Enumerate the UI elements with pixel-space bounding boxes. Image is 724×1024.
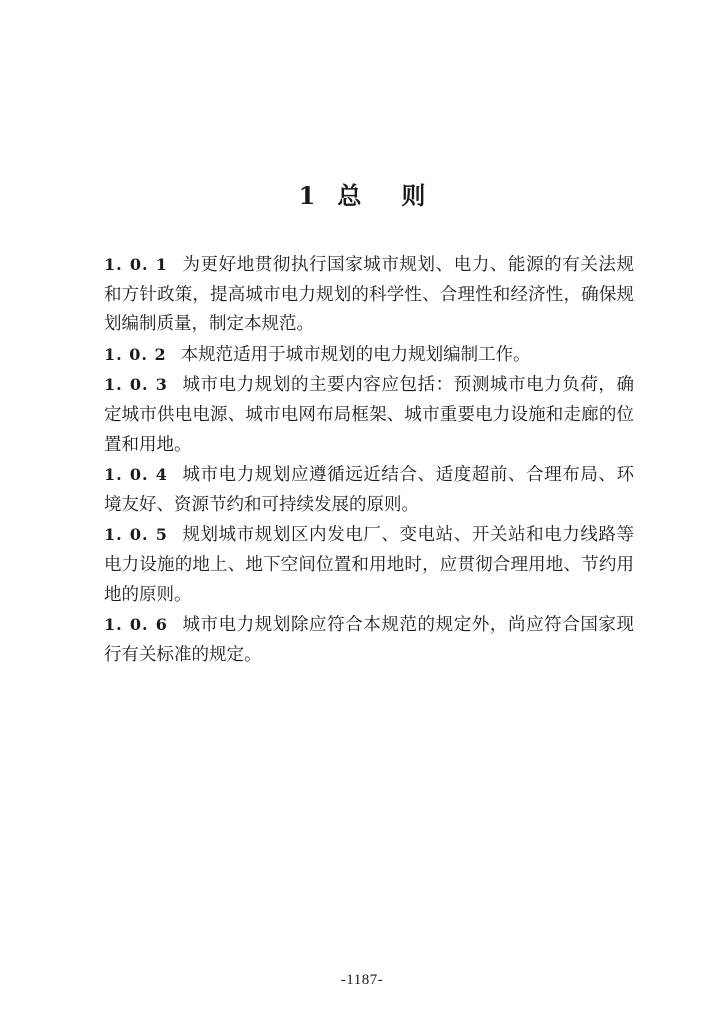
chapter-title-char-1: 总 (337, 181, 362, 210)
chapter-number: 1 (298, 181, 316, 210)
clause-list (104, 250, 634, 670)
clause-1-0-1 (104, 250, 634, 340)
clause-1-0-2 (104, 340, 634, 371)
clause-1-0-6 (104, 610, 634, 670)
clause-text: 城市电力规划的主要内容应包括：预测城市电力负荷，确定城市供电电源、城市电网布局框架、城市重要电力设施和走廊的位置和用地。 (104, 375, 634, 455)
clause-text: 规划城市规划区内发电厂、变电站、开关站和电力线路等电力设施的地上、地下空间位置和用地时，应贯彻合理用地、节约用地的原则。 (104, 525, 634, 605)
clause-1-0-3 (104, 370, 634, 460)
clause-1-0-4 (104, 460, 634, 520)
chapter-title (0, 176, 724, 211)
clause-text: 本规范适用于城市规划的电力规划编制工作。 (180, 344, 531, 365)
clause-1-0-5 (104, 520, 634, 610)
page-number: -1187- (340, 972, 384, 988)
clause-text: 为更好地贯彻执行国家城市规划、电力、能源的有关法规和方针政策，提高城市电力规划的科学性、合理性和经济性，确保规划编制质量，制定本规范。 (104, 255, 634, 335)
clause-number: 1. 0. 1 (104, 255, 168, 274)
clause-text: 城市电力规划应遵循远近结合、适度超前、合理布局、环境友好、资源节约和可持续发展的原则。 (104, 465, 634, 515)
clause-number: 1. 0. 5 (104, 525, 168, 545)
clause-number: 1. 0. 4 (104, 465, 168, 485)
clause-text: 城市电力规划除应符合本规范的规定外，尚应符合国家现行有关标准的规定。 (104, 615, 634, 665)
clause-number: 1. 0. 2 (104, 344, 167, 364)
chapter-title-char-2: 则 (401, 181, 426, 210)
clause-number: 1. 0. 6 (104, 615, 168, 635)
clause-number: 1. 0. 3 (104, 375, 168, 395)
